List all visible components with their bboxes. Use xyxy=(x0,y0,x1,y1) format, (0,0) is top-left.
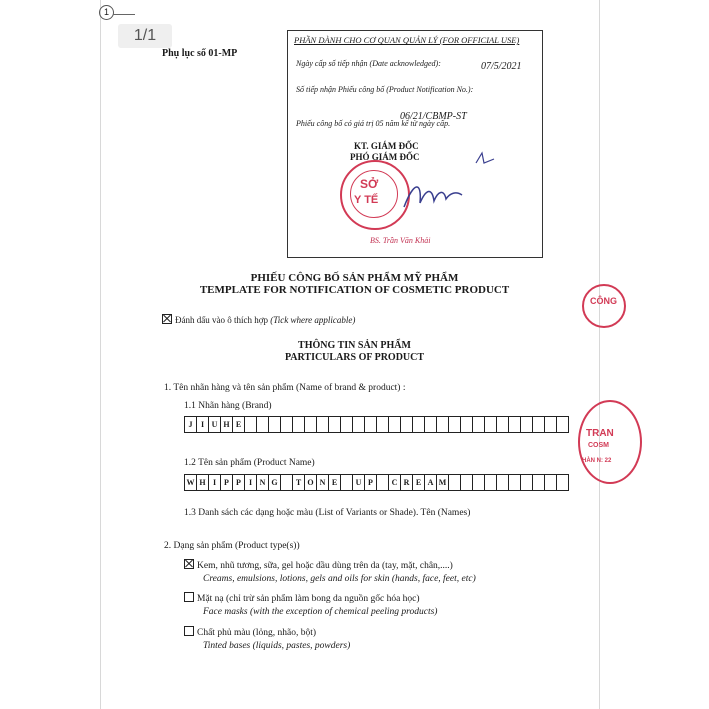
company-seal-top-text: CÔNG xyxy=(590,296,617,306)
letter-cell xyxy=(557,416,569,433)
letter-cell: M xyxy=(437,474,449,491)
option-2: Mặt nạ (chỉ trừ sản phẩm làm bong da nguồn gốc hóa học) xyxy=(184,592,420,604)
sign-title-2: PHÓ GIÁM ĐỐC xyxy=(350,152,420,162)
date-value: 07/5/2021 xyxy=(481,61,522,72)
letter-cell xyxy=(437,416,449,433)
letter-cell xyxy=(545,416,557,433)
letter-cell: A xyxy=(425,474,437,491)
letter-cell xyxy=(389,416,401,433)
letter-cell: E xyxy=(233,416,245,433)
letter-cell: W xyxy=(185,474,197,491)
marker-line xyxy=(113,14,135,15)
sign-title-1: KT. GIÁM ĐỐC xyxy=(354,141,419,151)
product-name-label: 1.2 Tên sản phẩm (Product Name) xyxy=(184,458,315,468)
initial-mark-icon xyxy=(474,151,498,167)
letter-cell xyxy=(509,416,521,433)
letter-cell xyxy=(329,416,341,433)
letter-cell: C xyxy=(389,474,401,491)
tick-instruction: Đánh dấu vào ô thích hợp (Tick where applicable) xyxy=(162,314,355,325)
letter-cell xyxy=(545,474,557,491)
letter-cell: E xyxy=(329,474,341,491)
letter-cell xyxy=(257,416,269,433)
option-2-checkbox[interactable] xyxy=(184,592,194,602)
letter-cell xyxy=(341,474,353,491)
letter-cell xyxy=(269,416,281,433)
page-counter: 1/1 xyxy=(118,24,172,48)
letter-cell xyxy=(557,474,569,491)
brand-grid xyxy=(184,416,569,433)
letter-cell xyxy=(449,474,461,491)
seal-line-2: Y TẾ xyxy=(354,194,379,206)
letter-cell xyxy=(485,474,497,491)
letter-cell: H xyxy=(197,474,209,491)
letter-cell xyxy=(281,416,293,433)
brand-label: 1.1 Nhãn hàng (Brand) xyxy=(184,401,272,411)
letter-cell: I xyxy=(197,416,209,433)
letter-cell: N xyxy=(317,474,329,491)
letter-cell: P xyxy=(233,474,245,491)
section-1-label: 1. Tên nhãn hàng và tên sản phẩm (Name of brand & product) : xyxy=(164,383,406,393)
letter-cell xyxy=(317,416,329,433)
letter-cell xyxy=(377,416,389,433)
date-label: Ngày cấp số tiếp nhận (Date acknowledged): xyxy=(296,59,441,68)
letter-cell: E xyxy=(413,474,425,491)
letter-cell xyxy=(473,416,485,433)
option-3: Chất phủ màu (lỏng, nhão, bột) xyxy=(184,626,316,638)
option-1-checkbox[interactable] xyxy=(184,559,194,569)
company-seal-top xyxy=(582,284,626,328)
appendix-label: Phụ lục số 01-MP xyxy=(162,48,238,59)
letter-cell: O xyxy=(305,474,317,491)
form-title-vi: PHIẾU CÔNG BỐ SẢN PHẨM MỸ PHẨM xyxy=(250,272,459,284)
official-heading: PHẦN DÀNH CHO CƠ QUAN QUẢN LÝ (FOR OFFICIAL USE) xyxy=(294,35,520,45)
letter-cell xyxy=(245,416,257,433)
letter-cell xyxy=(497,474,509,491)
letter-cell xyxy=(305,416,317,433)
product-name-grid xyxy=(184,474,569,491)
signer-name: BS. Trần Văn Khải xyxy=(370,236,431,245)
letter-cell xyxy=(425,416,437,433)
option-3-checkbox[interactable] xyxy=(184,626,194,636)
letter-cell xyxy=(461,416,473,433)
validity-text: Phiếu công bố có giá trị 05 năm kể từ ngày cấp. xyxy=(296,119,451,128)
option-3-en: Tinted bases (liquids, pastes, powders) xyxy=(203,641,351,651)
letter-cell: T xyxy=(293,474,305,491)
letter-cell: U xyxy=(209,416,221,433)
letter-cell xyxy=(377,474,389,491)
letter-cell xyxy=(341,416,353,433)
letter-cell xyxy=(521,416,533,433)
official-use-box xyxy=(287,30,543,258)
form-title-en: TEMPLATE FOR NOTIFICATION OF COSMETIC PRODUCT xyxy=(199,284,510,296)
signature-icon xyxy=(400,171,470,221)
letter-cell xyxy=(533,474,545,491)
letter-cell: R xyxy=(401,474,413,491)
letter-cell xyxy=(449,416,461,433)
seal-line-1: SỞ xyxy=(360,177,379,191)
letter-cell xyxy=(473,474,485,491)
letter-cell: U xyxy=(353,474,365,491)
company-seal-text-2: TRAN xyxy=(586,428,614,439)
number-value: 06/21/CBMP-ST xyxy=(400,111,467,122)
variants-label: 1.3 Danh sách các dạng hoặc màu (List of Variants or Shade). Tên (Names) xyxy=(184,508,471,518)
company-seal-text-4: HÀN N: 22 xyxy=(582,458,612,464)
letter-cell xyxy=(485,416,497,433)
letter-cell xyxy=(497,416,509,433)
particulars-title-vi: THÔNG TIN SẢN PHẨM xyxy=(298,340,411,351)
option-1-en: Creams, emulsions, lotions, gels and oils for skin (hands, face, feet, etc) xyxy=(203,574,476,584)
letter-cell: J xyxy=(185,416,197,433)
company-seal-text-3: COSM xyxy=(588,442,609,449)
letter-cell: P xyxy=(365,474,377,491)
letter-cell xyxy=(461,474,473,491)
option-1: Kem, nhũ tương, sữa, gel hoặc dầu dùng trên da (tay, mặt, chân,....) xyxy=(184,559,453,571)
example-checkbox xyxy=(162,314,172,324)
letter-cell xyxy=(413,416,425,433)
letter-cell: N xyxy=(257,474,269,491)
letter-cell xyxy=(509,474,521,491)
letter-cell xyxy=(281,474,293,491)
letter-cell: H xyxy=(221,416,233,433)
letter-cell: G xyxy=(269,474,281,491)
section-2-label: 2. Dạng sản phẩm (Product type(s)) xyxy=(164,541,300,551)
letter-cell xyxy=(353,416,365,433)
particulars-title-en: PARTICULARS OF PRODUCT xyxy=(284,352,425,363)
letter-cell xyxy=(533,416,545,433)
letter-cell xyxy=(521,474,533,491)
letter-cell: I xyxy=(245,474,257,491)
letter-cell xyxy=(365,416,377,433)
page-marker: 1 xyxy=(99,5,114,20)
letter-cell xyxy=(293,416,305,433)
letter-cell: P xyxy=(221,474,233,491)
number-label: Số tiếp nhận Phiếu công bố (Product Notification No.): xyxy=(296,85,474,94)
letter-cell: I xyxy=(209,474,221,491)
option-2-en: Face masks (with the exception of chemical peeling products) xyxy=(203,607,438,617)
letter-cell xyxy=(401,416,413,433)
